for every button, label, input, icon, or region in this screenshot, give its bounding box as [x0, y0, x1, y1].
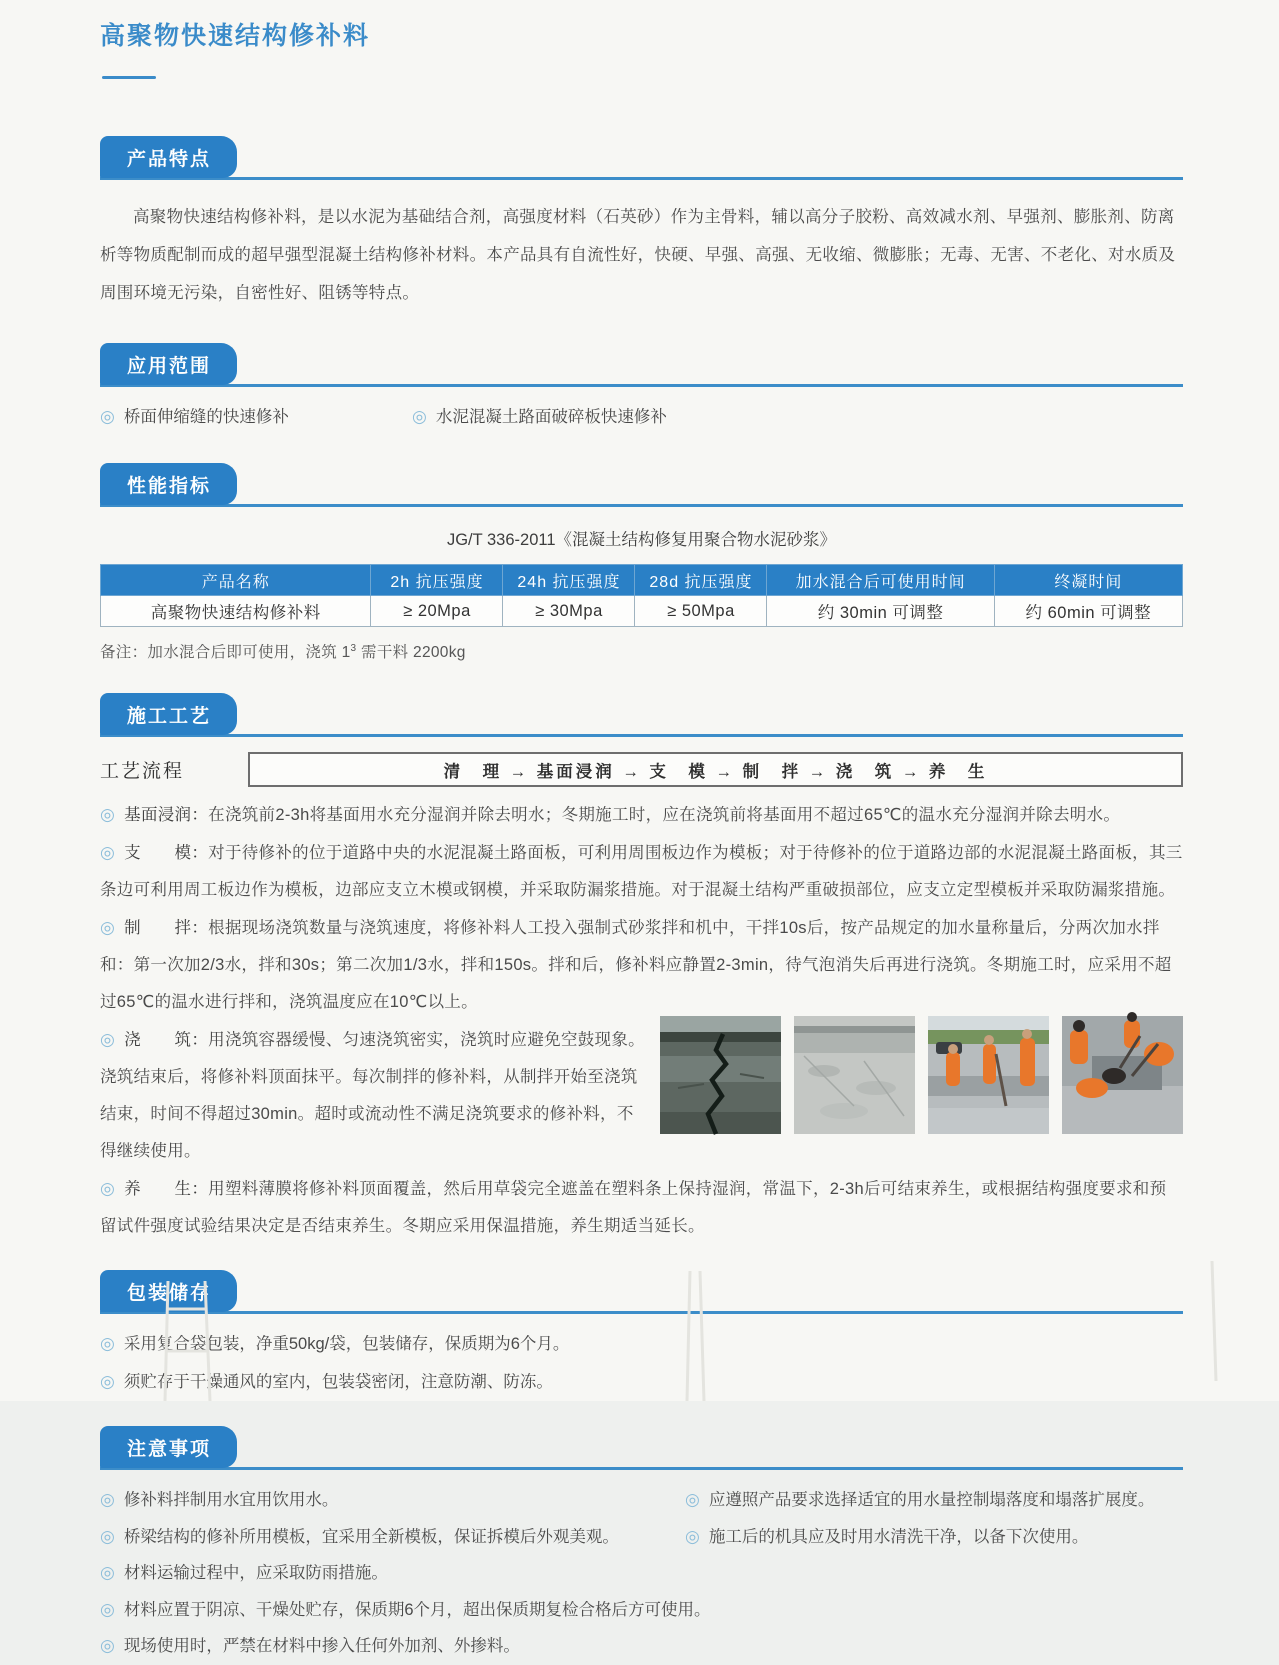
- section-header-application: [100, 342, 1183, 387]
- strength-2h-cell: ≥ 20Mpa: [371, 596, 503, 627]
- table-header-row: [101, 565, 1183, 596]
- application-items: [100, 402, 1183, 432]
- standard-reference: JG/T 336-2011《混凝土结构修复用聚合物水泥砂浆》: [446, 531, 837, 549]
- page-title: 高聚物快速结构修补料: [100, 22, 371, 50]
- application-item: [100, 402, 412, 432]
- pavement-patching-photo: [1062, 1016, 1183, 1134]
- road-repair-crew-photo: [928, 1016, 1049, 1134]
- step-mixing: [100, 909, 1183, 1021]
- strength-24h-cell: ≥ 30Mpa: [503, 596, 635, 627]
- note-item: [685, 1482, 1183, 1519]
- ring-bullet-icon: ◎: [100, 918, 116, 937]
- section-header-notes: [100, 1425, 1183, 1470]
- table-footnote: [100, 640, 1183, 662]
- packaging-item: [100, 1325, 1183, 1363]
- ring-bullet-icon: ◎: [100, 805, 116, 824]
- section-header-features: [100, 135, 1183, 180]
- section-header-process: [100, 692, 1183, 737]
- ring-bullet-icon: ◎: [412, 407, 427, 426]
- cracked-pavement-photo: [660, 1016, 781, 1134]
- ring-bullet-icon: ◎: [100, 1636, 115, 1655]
- usable-time-cell: 约 30min 可调整: [767, 596, 994, 627]
- process-tab: 施工工艺: [100, 693, 237, 735]
- ring-bullet-icon: ◎: [100, 1599, 115, 1619]
- section-header-performance: [100, 462, 1183, 507]
- step-text: 对于待修补的位于道路中央的水泥混凝土路面板，可利用周围板边作为模板；对于待修补的位于道路边部的水泥混凝土路面板，其三条边可利用周工板边作为模板，边部应支立木模或钢模，并采取防漏浆措施。对于混凝土结构严重破损部位，应支立定型模板并采取防漏浆措施。: [100, 844, 1183, 899]
- step-text: 在浇筑前2-3h将基面用水充分湿润并除去明水；冬期施工时，应在浇筑前将基面用不超过65℃的温水充分湿润并除去明水。: [208, 806, 1121, 824]
- footnote-text: 需干料 2200kg: [356, 644, 466, 661]
- step-text: 用塑料薄膜将修补料顶面覆盖，然后用草袋完全遮盖在塑料条上保持湿润，常温下，2-3h后可结束养生，或根据结构强度要求和预留试件强度试验结果决定是否结束养生。冬期应采用保温措施，养生期适当延长。: [100, 1180, 1167, 1235]
- ring-bullet-icon: ◎: [100, 1563, 115, 1582]
- process-flow-row: [100, 752, 1183, 787]
- column-header: 28d 抗压强度: [635, 565, 767, 596]
- ring-bullet-icon: ◎: [100, 1030, 116, 1049]
- step-label: 基面浸润：: [124, 806, 209, 824]
- ring-bullet-icon: ◎: [100, 1334, 115, 1353]
- note-item: [100, 1482, 685, 1519]
- ring-bullet-icon: ◎: [685, 1490, 700, 1509]
- packaging-tab: 包装储存: [100, 1270, 237, 1312]
- step-label: 支 模：: [124, 844, 209, 862]
- column-header: 2h 抗压强度: [371, 565, 503, 596]
- note-item: [100, 1592, 1183, 1629]
- step-label: 养 生：: [124, 1180, 209, 1198]
- packaging-item-text: 采用复合袋包装，净重50kg/袋，包装储存，保质期为6个月。: [123, 1335, 570, 1353]
- note-item-text: 施工后的机具应及时用水清洗干净，以备下次使用。: [708, 1527, 1089, 1546]
- notes-tab: 注意事项: [100, 1426, 237, 1468]
- ring-bullet-icon: ◎: [100, 1372, 115, 1391]
- column-header: 产品名称: [101, 565, 371, 596]
- performance-table: [100, 564, 1183, 627]
- final-set-cell: 约 60min 可调整: [994, 596, 1182, 627]
- note-item: [685, 1519, 1183, 1556]
- ring-bullet-icon: ◎: [100, 407, 115, 426]
- note-item: [100, 1519, 685, 1556]
- application-item-label: 水泥混凝土路面破碎板快速修补: [435, 408, 667, 426]
- process-steps: [100, 796, 1183, 1245]
- step-soak: [100, 796, 1183, 834]
- features-paragraph: 高聚物快速结构修补料，是以水泥为基础结合剂，高强度材料（石英砂）作为主骨料，辅以高分子胶粉、高效减水剂、早强剂、膨胀剂、防离析等物质配制而成的超早强型混凝土结构修补材料。本产品具有自流性好，快硬、早强、高强、无收缩、微膨胀；无毒、无害、不老化、对水质及周围环境无污染，自密性好、阻锈等特点。: [100, 208, 1176, 302]
- step-pouring: [100, 1021, 648, 1170]
- features-tab: 产品特点: [100, 136, 237, 178]
- table-row: [101, 596, 1183, 627]
- ring-bullet-icon: ◎: [100, 1490, 115, 1509]
- packaging-item: [100, 1363, 1183, 1401]
- application-item-label: 桥面伸缩缝的快速修补: [123, 408, 289, 426]
- flow-label: 工艺流程: [100, 761, 185, 782]
- note-item-text: 桥梁结构的修补所用模板，宜采用全新模板，保证拆模后外观美观。: [123, 1527, 619, 1546]
- note-item: [100, 1628, 1183, 1665]
- note-item-text: 现场使用时，严禁在材料中掺入任何外加剂、外掺料。: [123, 1637, 520, 1655]
- section-header-packaging: [100, 1269, 1183, 1314]
- step-curing: [100, 1170, 1183, 1245]
- performance-tab: 性能指标: [100, 463, 237, 505]
- footnote-text: 备注：加水混合后即可使用，浇筑 1: [100, 644, 351, 661]
- footnote-superscript: 3: [350, 642, 357, 654]
- step-label: 制 拌：: [124, 919, 209, 937]
- application-tab: 应用范围: [100, 343, 237, 385]
- note-item-text: 修补料拌制用水宜用饮用水。: [123, 1491, 339, 1509]
- step-text: 用浇筑容器缓慢、匀速浇筑密实，浇筑时应避免空鼓现象。浇筑结束后，将修补料顶面抹平。每次制拌的修补料，从制拌开始至浇筑结束，时间不得超过30min。超时或流动性不满足浇筑要求的修补料，不得继续使用。: [100, 1031, 645, 1160]
- ring-bullet-icon: ◎: [100, 1179, 116, 1198]
- title-underline: [102, 76, 156, 79]
- photo-strip: [660, 1016, 1183, 1134]
- ring-bullet-icon: ◎: [100, 1526, 115, 1546]
- product-name-cell: 高聚物快速结构修补料: [101, 596, 371, 627]
- packaging-items: [100, 1325, 1183, 1401]
- notes-list: [100, 1482, 1183, 1665]
- note-item-text: 应遵照产品要求选择适宜的用水量控制塌落度和塌落扩展度。: [708, 1491, 1155, 1509]
- note-item: [100, 1555, 1183, 1592]
- column-header: 24h 抗压强度: [503, 565, 635, 596]
- step-label: 浇 筑：: [124, 1031, 209, 1049]
- note-item-text: 材料应置于阴凉、干燥处贮存，保质期6个月，超出保质期复检合格后方可使用。: [123, 1600, 711, 1619]
- ring-bullet-icon: ◎: [685, 1526, 700, 1546]
- note-item-text: 材料运输过程中，应采取防雨措施。: [123, 1564, 388, 1582]
- application-item: [412, 402, 667, 432]
- column-header: 终凝时间: [994, 565, 1182, 596]
- step-formwork: [100, 834, 1183, 909]
- flow-diagram-box: 清 理 → 基面浸润 → 支 模 → 制 拌 → 浇 筑 → 养 生: [248, 752, 1183, 787]
- packaging-item-text: 须贮存于干燥通风的室内，包装袋密闭，注意防潮、防冻。: [123, 1373, 553, 1391]
- strength-28d-cell: ≥ 50Mpa: [635, 596, 767, 627]
- worn-concrete-surface-photo: [794, 1016, 915, 1134]
- step-text: 根据现场浇筑数量与浇筑速度，将修补料人工投入强制式砂浆拌和机中，干拌10s后，按产品规定的加水量称量后，分两次加水拌和：第一次加2/3水，拌和30s；第二次加1/3水，拌和150s。拌和后，修补料应静置2-3min，待气泡消失后再进行浇筑。冬期施工时，应采用不超过65℃的温水进行拌和，浇筑温度应在10℃以上。: [100, 919, 1172, 1011]
- ring-bullet-icon: ◎: [100, 843, 116, 862]
- column-header: 加水混合后可使用时间: [767, 565, 994, 596]
